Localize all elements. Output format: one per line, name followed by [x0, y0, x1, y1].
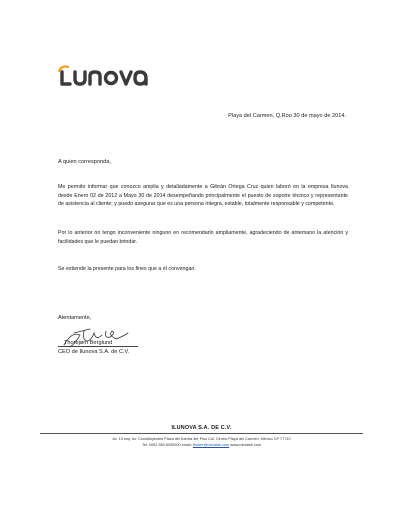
signer-name: Thorbjørn Berglund: [64, 340, 113, 346]
footer-contact: [0, 443, 403, 447]
footer-company-name: ILUNOVA S.A. DE C.V.: [171, 425, 232, 431]
footer-divider: [40, 433, 363, 434]
footer-phone: Tel: 0052 984 8030000 email:: [141, 443, 193, 447]
letter-paragraph-3: Se extiende la presente para los fines que a él convengan.: [58, 266, 196, 272]
footer-email-link[interactable]: thober@mindark.com: [192, 443, 230, 447]
letter-date: Playa del Carmen, Q.Roo 30 de mayo de 2014.: [228, 113, 346, 119]
ilunova-logo: [58, 62, 168, 88]
ilunova-logo-graphic: [58, 62, 168, 88]
footer-website: www.mindark.com: [229, 443, 262, 447]
signer-role: CEO de Ilunova S.A. de C.V.: [58, 349, 130, 355]
footer-address: Av. 10 esq. Av. Constituyentes Plaza del Karma 3er Piso Col. Centro Playa del Carmen, México CP 77710: [112, 437, 291, 441]
signature-line: [58, 346, 138, 347]
letter-paragraph-1: Me permito informar que conozco amplia y detalladamente a Gibrán Ortega Cruz quien laboró en la empresa Ilunova desde Enero 02 de 2012 a Mayo 30 de 2014 desempeñando principalmente el puesto de soporte técnico y representante de asistencia al cliente; y puedo asegurar que es una persona íntegra, estable, totalmente responsable y competente.: [58, 184, 348, 208]
letter-closing: Atentamente,: [58, 315, 92, 321]
letter-paragraph-2: Por lo anterior no tengo inconveniente ninguno en recomendarlo ampliamente, agradeciendo de antemano la atención y facilidades que le puedan brindar.: [58, 230, 348, 245]
letter-greeting: A quien corresponda,: [58, 159, 111, 165]
